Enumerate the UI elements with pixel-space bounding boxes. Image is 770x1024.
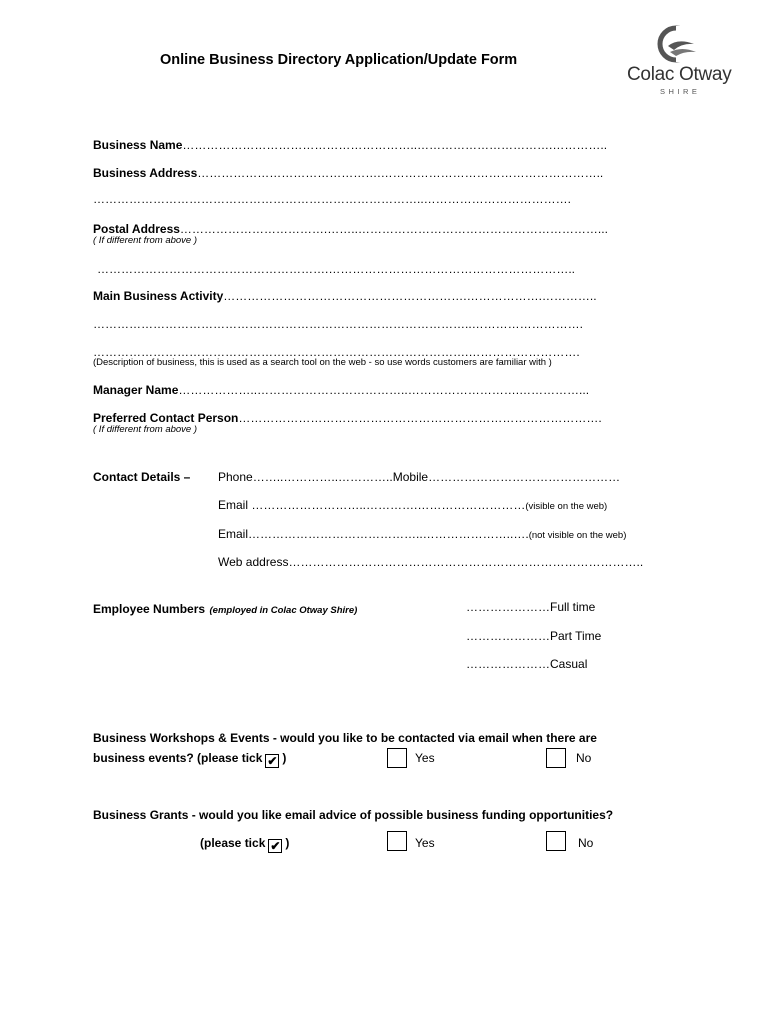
main-activity-line2-field[interactable]: …………………………………………………………………………………..………………………. — [93, 317, 584, 331]
workshops-question-line2 — [93, 751, 286, 768]
email-visible-row[interactable] — [218, 498, 607, 512]
part-time-row[interactable] — [466, 629, 601, 643]
grants-yes-checkbox[interactable] — [387, 831, 407, 851]
email-private-note: (not visible on the web) — [528, 530, 627, 541]
casual-row[interactable] — [466, 657, 587, 671]
grants-question: Business Grants - would you like email advice of possible business funding opportunities? — [93, 808, 614, 822]
preferred-contact-note: ( If different from above ) — [93, 424, 198, 435]
workshops-question: Business Workshops & Events - would you like to be contacted via email when there are — [93, 731, 597, 745]
grants-question-line2 — [200, 836, 289, 853]
logo-mark-icon — [624, 24, 736, 66]
web-address-label: Web address — [218, 555, 289, 569]
email-visible-note: (visible on the web) — [525, 501, 608, 512]
tick-sample-icon: ✔ — [267, 754, 278, 768]
manager-name-row[interactable] — [93, 381, 589, 399]
web-address-row[interactable] — [218, 555, 643, 569]
main-activity-line3-field[interactable]: ………………………………………………………………………………….………………………. — [93, 345, 580, 359]
email-private-field[interactable]: ……………………………………..…………………..…. — [248, 527, 529, 541]
phone-mobile-row[interactable] — [218, 470, 620, 484]
workshops-no-checkbox[interactable] — [546, 748, 566, 768]
mobile-label: Mobile — [392, 470, 429, 484]
postal-address-field[interactable]: ……………………………….……..……………………………………………………... — [179, 222, 608, 236]
email-visible-field[interactable]: ………………………..………….……………………… — [248, 498, 526, 512]
workshops-please-tick: business events? (please tick — [93, 751, 263, 765]
tick-sample-icon: ✔ — [270, 839, 281, 853]
email-visible-label: Email — [218, 498, 249, 512]
colac-otway-logo — [624, 24, 736, 98]
postal-address-note: ( If different from above ) — [93, 235, 198, 246]
manager-name-label: Manager Name — [93, 383, 179, 397]
employee-numbers-label: Employee Numbers — [93, 602, 206, 616]
business-address-row[interactable] — [93, 164, 603, 182]
business-address-label: Business Address — [93, 166, 198, 180]
business-address-line2-field[interactable]: ………………………………………………………………………..………………………………. — [93, 192, 572, 206]
manager-name-field[interactable]: ………………..………………………………..……………………….……………... — [178, 383, 590, 397]
preferred-contact-field[interactable]: ………………………………………………………………………………. — [238, 411, 602, 425]
workshops-close-paren: ) — [282, 751, 287, 765]
grants-please-tick: (please tick — [200, 836, 266, 850]
workshops-no-label: No — [576, 751, 592, 765]
main-activity-label: Main Business Activity — [93, 289, 224, 303]
business-address-field[interactable]: ……………………………………….……………………………………………….. — [197, 166, 604, 180]
contact-details-label: Contact Details – — [93, 470, 191, 484]
grants-yes-label: Yes — [415, 836, 435, 850]
workshops-yes-label: Yes — [415, 751, 435, 765]
preferred-contact-label: Preferred Contact Person — [93, 411, 239, 425]
full-time-field[interactable]: ………………… — [466, 600, 550, 614]
part-time-field[interactable]: ………………… — [466, 629, 550, 643]
main-activity-row[interactable] — [93, 287, 597, 305]
email-private-row[interactable] — [218, 527, 626, 541]
email-private-label: Email — [218, 527, 249, 541]
phone-field[interactable]: ……..…………..………….. — [252, 470, 393, 484]
casual-label: Casual — [550, 657, 588, 671]
postal-address-line2-field[interactable]: ………………………………………………….…………………………………………………….. — [97, 262, 576, 276]
logo-subtitle: SHIRE — [660, 87, 701, 96]
main-activity-field[interactable]: …………………………………………………….……………….………….. — [223, 289, 597, 303]
page-title: Online Business Directory Application/Update Form — [160, 52, 518, 68]
logo-name: Colac Otway — [627, 64, 732, 85]
business-name-row[interactable] — [93, 136, 607, 154]
business-name-field[interactable]: …………………………………………………..…………………………….………….. — [182, 138, 608, 152]
postal-address-label: Postal Address — [93, 222, 180, 236]
full-time-label: Full time — [550, 600, 596, 614]
workshops-yes-checkbox[interactable] — [387, 748, 407, 768]
activity-description-note: (Description of business, this is used as a search tool on the web - so use words customers are familiar with ) — [93, 357, 552, 368]
grants-no-checkbox[interactable] — [546, 831, 566, 851]
grants-no-label: No — [578, 836, 594, 850]
mobile-field[interactable]: ………………………………………… — [428, 470, 621, 484]
employee-numbers-row — [93, 600, 357, 618]
web-address-field[interactable]: …………………………………………………………………………….. — [288, 555, 644, 569]
employee-numbers-note: (employed in Colac Otway Shire) — [209, 605, 358, 616]
full-time-row[interactable] — [466, 600, 595, 614]
grants-close-paren: ) — [285, 836, 290, 850]
casual-field[interactable]: ………………… — [466, 657, 550, 671]
part-time-label: Part Time — [550, 629, 602, 643]
phone-label: Phone — [218, 470, 253, 484]
business-name-label: Business Name — [93, 138, 183, 152]
